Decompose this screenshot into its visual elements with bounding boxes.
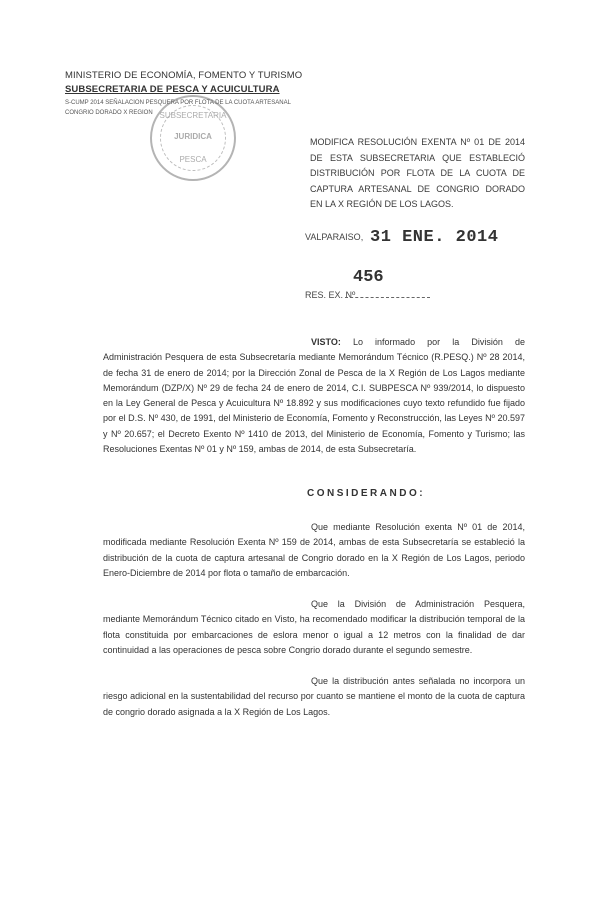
resolution-summary: MODIFICA RESOLUCIÓN EXENTA Nº 01 DE 2014 DE ESTA SUBSECRETARIA QUE ESTABLECIÓ DISTRIBUCIÓN POR FLOTA DE LA CUOTA DE CAPTURA ARTESANAL DE CONGRIO DORADO EN LA X REGIÓN DE LOS LAGOS.	[310, 137, 525, 209]
considerando-item	[103, 597, 525, 658]
visto-lead: VISTO:	[311, 337, 341, 347]
considerando-heading: CONSIDERANDO:	[307, 488, 426, 499]
considerando-item	[103, 674, 525, 720]
subsecretaria-name: SUBSECRETARIA DE PESCA Y ACUICULTURA	[65, 84, 280, 95]
header-line-4: CONGRIO DORADO X REGION	[65, 110, 153, 116]
stamp-mid-text: JURIDICA	[174, 132, 212, 141]
header-line-3: S-CUMP 2014 SEÑALACION PESQUERA POR FLOTA DE LA CUOTA ARTESANAL	[65, 100, 291, 106]
considerando-item	[103, 520, 525, 581]
stamp-top-text: SUBSECRETARIA	[159, 111, 227, 120]
resolution-number-line	[345, 297, 430, 298]
resolution-number: 456	[353, 268, 384, 287]
considerando-item-text: Que la distribución antes señalada no incorpora un riesgo adicional en la sustentabilidad del recurso por cuanto se mantiene el monto de la cuota de captura de congrio dorado asignada a la X Región de Los Lagos.	[103, 676, 525, 717]
considerando-item-text: Que mediante Resolución exenta Nº 01 de 2014, modificada mediante Resolución Exenta Nº 159 de 2014, ambas de esta Subsecretaría se estableció la distribución de la cuota de captura artesanal de Congrio dorado en la X Región de Los Lagos, periodo Enero-Diciembre de 2014 por flota o tamaño de embarcación.	[103, 522, 525, 578]
visto-paragraph	[103, 335, 525, 457]
place-label: VALPARAISO,	[305, 232, 364, 242]
visto-text: Lo informado por la División de Administración Pesquera de esta Subsecretaría mediante Memorándum Técnico (R.PESQ.) Nº 28 2014, de fecha 31 de enero de 2014; por la Dirección Zonal de Pesca de la X Región de Los Lagos mediante Memorándum (DZP/X) Nº 29 de fecha 24 de enero de 2014, C.I. SUBPESCA Nº 939/2014, lo dispuesto en la Ley General de Pesca y Acuicultura Nº 18.892 y sus modificaciones cuyo texto refundido fue fijado por el D.S. Nº 430, de 1991, del Ministerio de Economía, Fomento y Reconstrucción, las Leyes Nº 20.597 y Nº 20.657; el Decreto Exento Nº 1410 de 2013, del Ministerio de Economía, Fomento y Turismo; las Resoluciones Exentas Nº 01 y Nº 159, ambas de 2014, de esta Subsecretaría.	[103, 337, 525, 455]
ministry-name: MINISTERIO DE ECONOMÍA, FOMENTO Y TURISMO	[65, 70, 303, 81]
considerando-item-text: Que la División de Administración Pesquera, mediante Memorándum Técnico citado en Visto, ha recomendado modificar la distribución temporal de la flota constituida por embarcaciones de eslora menor o igual a 12 metros con la finalidad de dar continuidad a las operaciones de pesca sobre Congrio dorado durante el segundo semestre.	[103, 599, 525, 655]
official-stamp	[150, 95, 236, 181]
resolution-number-label: RES. EX. Nº	[305, 290, 356, 300]
resolution-date: 31 ENE. 2014	[370, 228, 499, 247]
stamp-bottom-text: PESCA	[179, 155, 207, 164]
